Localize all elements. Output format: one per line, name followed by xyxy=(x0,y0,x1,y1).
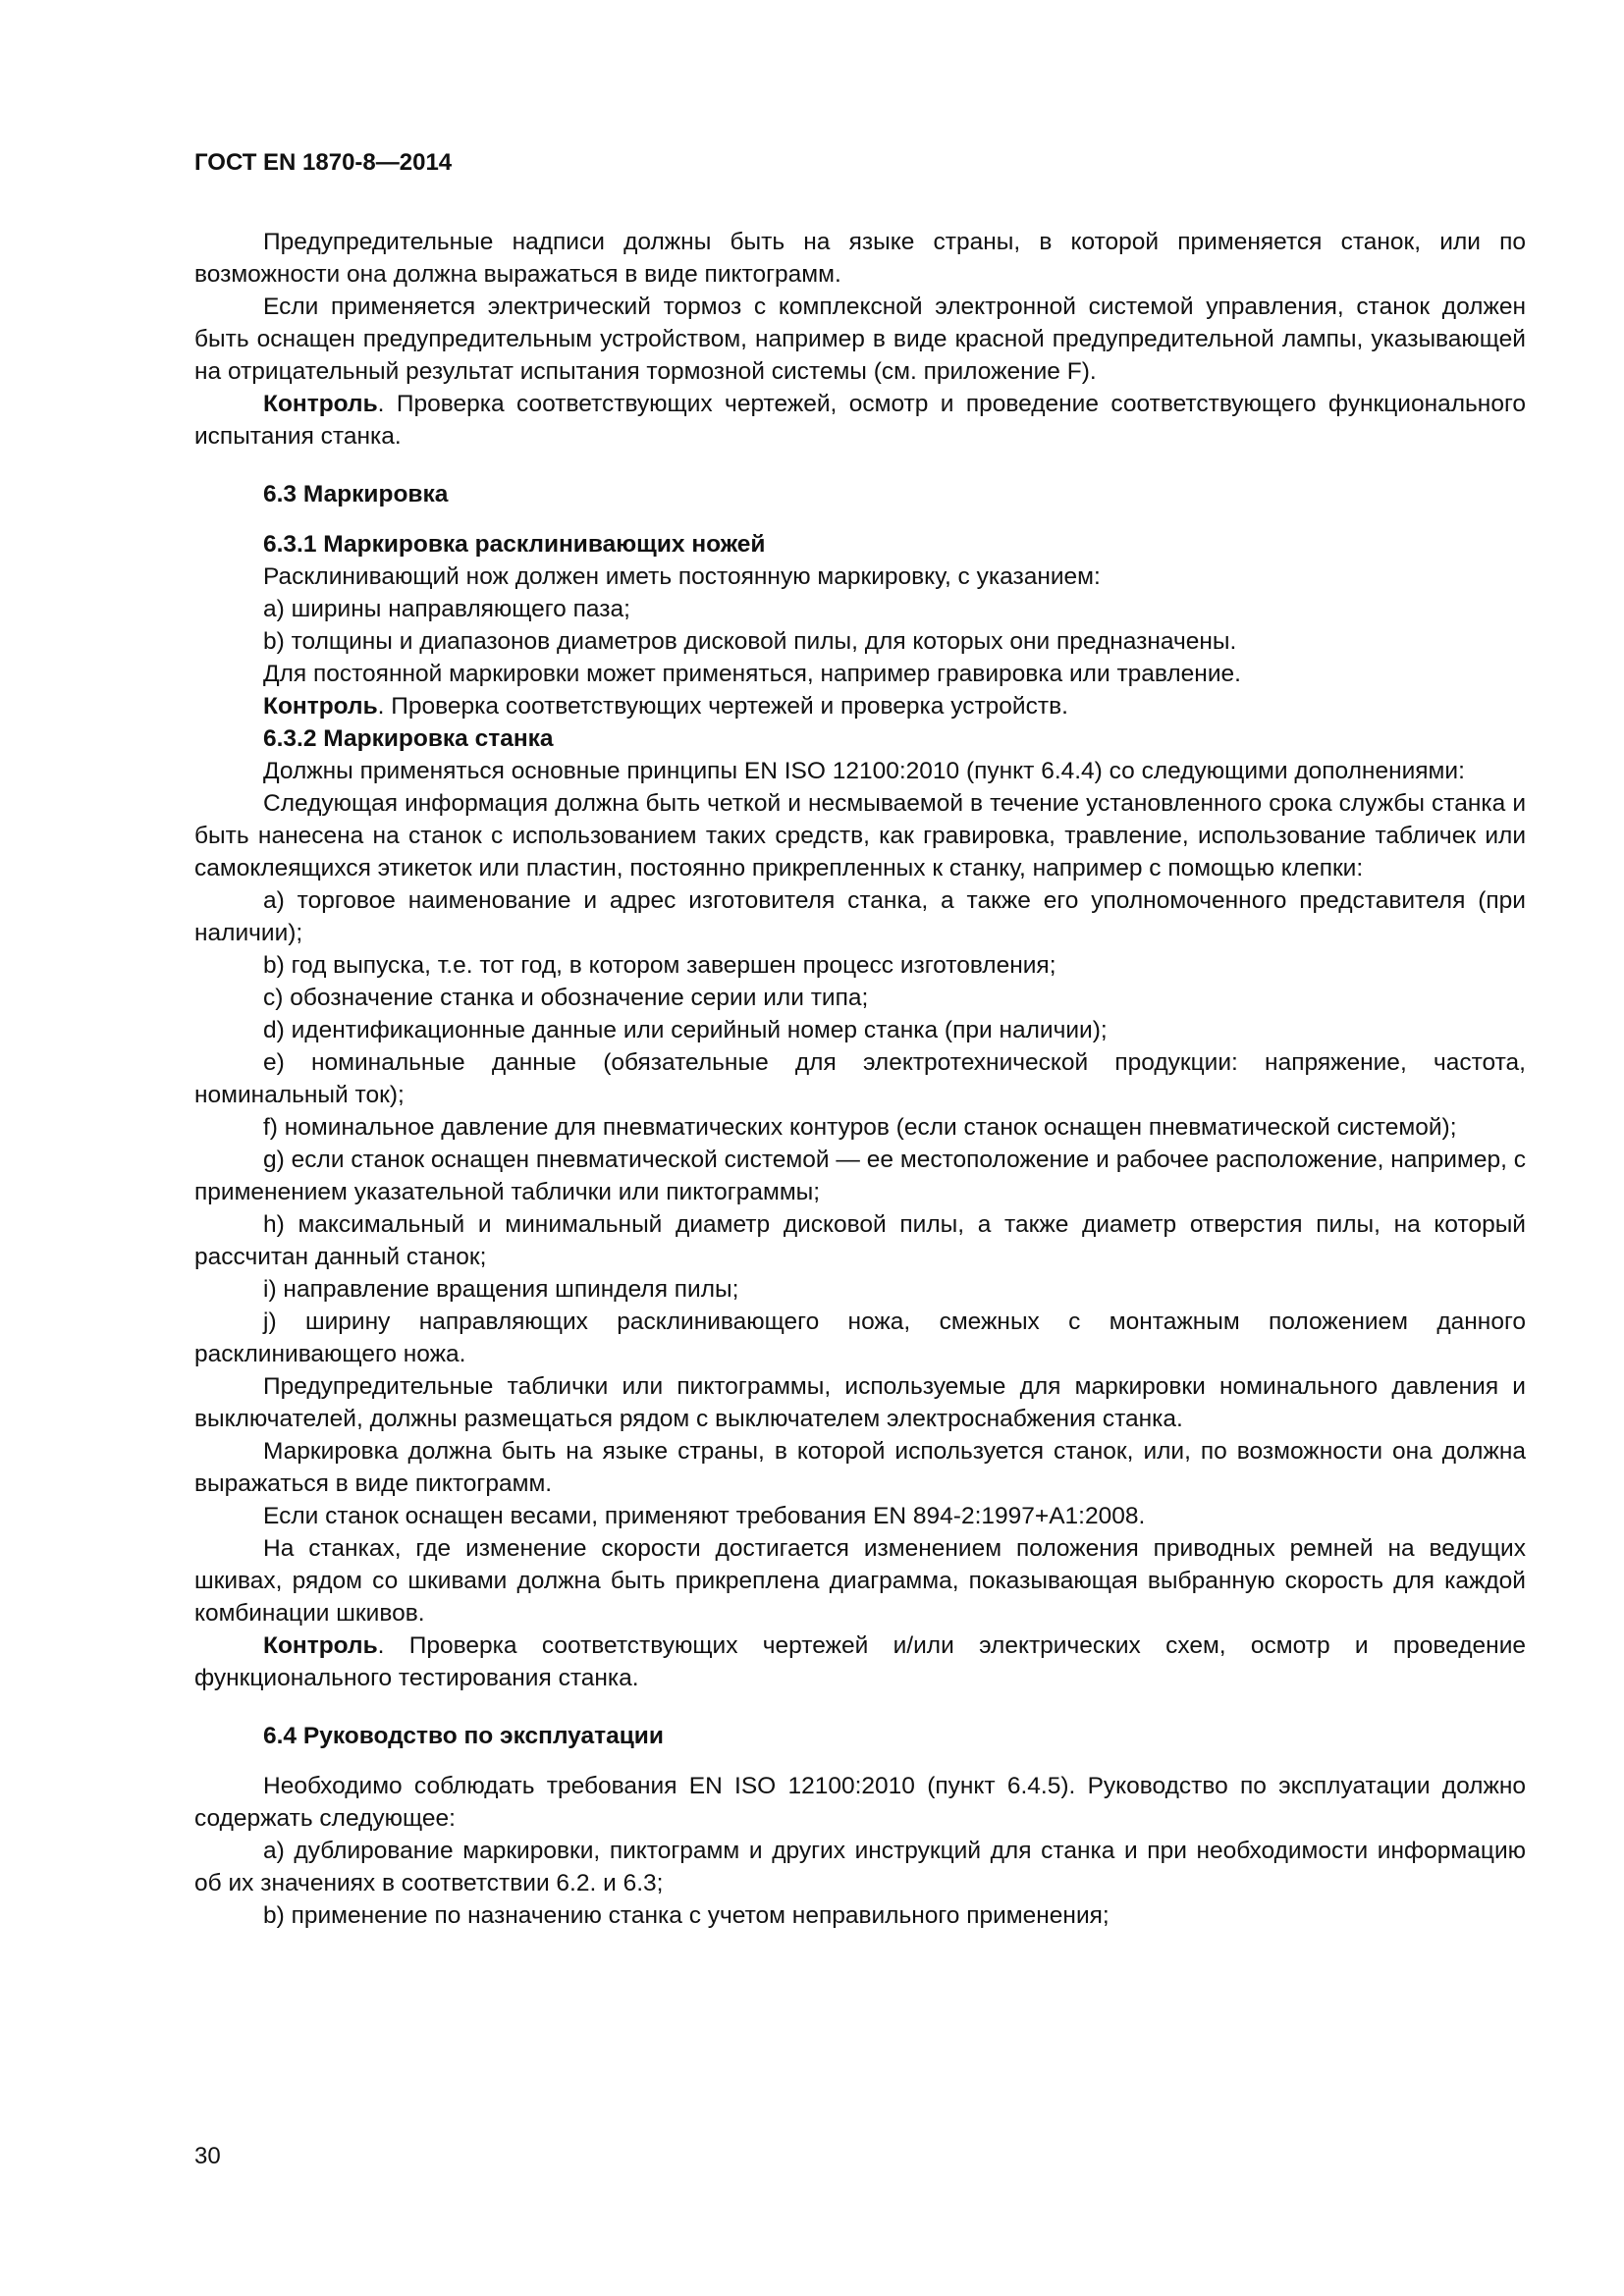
paragraph xyxy=(194,755,1526,787)
paragraph xyxy=(194,949,1526,982)
paragraph-text: Следующая информация должна быть четкой и несмываемой в течение установленного срока службы станка и быть нанесена на станок с использованием таких средств, как гравировка, травление, использование табличек или самоклеящихся этикеток или пластин, постоянно прикрепленных к станку, например с помощью клепки: xyxy=(194,790,1526,881)
paragraph xyxy=(194,982,1526,1014)
paragraph xyxy=(194,388,1526,453)
paragraph xyxy=(194,1046,1526,1111)
paragraph xyxy=(194,884,1526,949)
paragraph-text: f) номинальное давление для пневматических контуров (если станок оснащен пневматической системой); xyxy=(263,1114,1457,1141)
document-body xyxy=(194,226,1526,1932)
paragraph-text: g) если станок оснащен пневматической системой — ее местоположение и рабочее расположение, например, с применением указательной таблички или пиктограммы; xyxy=(194,1147,1526,1205)
paragraph-text: e) номинальные данные (обязательные для электротехнической продукции: напряжение, частота, номинальный ток); xyxy=(194,1049,1526,1108)
paragraph xyxy=(194,226,1526,291)
control-label: Контроль xyxy=(263,1632,378,1659)
page-number: 30 xyxy=(194,2143,221,2169)
paragraph-text: 6.4 Руководство по эксплуатации xyxy=(263,1723,664,1749)
paragraph-text: i) направление вращения шпинделя пилы; xyxy=(263,1276,739,1303)
paragraph-text: b) применение по назначению станка с учетом неправильного применения; xyxy=(263,1902,1110,1929)
paragraph-text: h) максимальный и минимальный диаметр дисковой пилы, а также диаметр отверстия пилы, на который рассчитан данный станок; xyxy=(194,1211,1526,1270)
paragraph-text: a) дублирование маркировки, пиктограмм и других инструкций для станка и при необходимости информацию об их значениях в соответствии 6.2. и 6.3; xyxy=(194,1838,1526,1896)
control-label: Контроль xyxy=(263,391,378,417)
paragraph-text: . Проверка соответствующих чертежей и/или электрических схем, осмотр и проведение функционального тестирования станка. xyxy=(194,1632,1526,1691)
paragraph-text: Маркировка должна быть на языке страны, в которой используется станок, или, по возможности она должна выражаться в виде пиктограмм. xyxy=(194,1438,1526,1497)
paragraph-text: Для постоянной маркировки может применяться, например гравировка или травление. xyxy=(263,661,1241,687)
paragraph xyxy=(194,291,1526,388)
paragraph xyxy=(194,1014,1526,1046)
control-label: Контроль xyxy=(263,693,378,720)
paragraph xyxy=(194,1144,1526,1208)
paragraph-text: Предупредительные таблички или пиктограммы, используемые для маркировки номинального давления и выключателей, должны размещаться рядом с выключателем электроснабжения станка. xyxy=(194,1373,1526,1432)
paragraph xyxy=(194,593,1526,625)
paragraph xyxy=(194,625,1526,658)
paragraph xyxy=(194,1835,1526,1899)
paragraph-text: b) год выпуска, т.е. тот год, в котором завершен процесс изготовления; xyxy=(263,952,1056,979)
paragraph xyxy=(194,787,1526,884)
paragraph-text: 6.3 Маркировка xyxy=(263,481,449,507)
paragraph-text: Предупредительные надписи должны быть на языке страны, в которой применяется станок, или по возможности она должна выражаться в виде пиктограмм. xyxy=(194,229,1526,288)
paragraph-text: Если применяется электрический тормоз с комплексной электронной системой управления, станок должен быть оснащен предупредительным устройством, например в виде красной предупредительной лампы, указывающей на отрицательный результат испытания тормозной системы (см. приложение F). xyxy=(194,294,1526,385)
paragraph xyxy=(194,1111,1526,1144)
paragraph-text: На станках, где изменение скорости достигается изменением положения приводных ремней на ведущих шкивах, рядом со шкивами должна быть прикреплена диаграмма, показывающая выбранную скорость для каждой комбинации шкивов. xyxy=(194,1535,1526,1627)
section-heading xyxy=(194,528,1526,561)
paragraph xyxy=(194,1208,1526,1273)
document-code: ГОСТ EN 1870-8—2014 xyxy=(194,149,453,176)
paragraph xyxy=(194,1899,1526,1932)
paragraph-text: . Проверка соответствующих чертежей и проверка устройств. xyxy=(377,693,1068,720)
paragraph-text: b) толщины и диапазонов диаметров дисковой пилы, для которых они предназначены. xyxy=(263,628,1237,655)
paragraph xyxy=(194,1370,1526,1435)
paragraph xyxy=(194,1273,1526,1306)
paragraph xyxy=(194,690,1526,722)
paragraph xyxy=(194,1532,1526,1629)
paragraph-text: 6.3.1 Маркировка расклинивающих ножей xyxy=(263,531,766,558)
paragraph xyxy=(194,1435,1526,1500)
paragraph-text: a) торговое наименование и адрес изготовителя станка, а также его уполномоченного представителя (при наличии); xyxy=(194,887,1526,946)
paragraph-text: Расклинивающий нож должен иметь постоянную маркировку, с указанием: xyxy=(263,563,1101,590)
paragraph-text: . Проверка соответствующих чертежей, осмотр и проведение соответствующего функционального испытания станка. xyxy=(194,391,1526,450)
paragraph-text: c) обозначение станка и обозначение серии или типа; xyxy=(263,985,869,1011)
paragraph-text: d) идентификационные данные или серийный номер станка (при наличии); xyxy=(263,1017,1108,1043)
paragraph-text: a) ширины направляющего паза; xyxy=(263,596,630,622)
paragraph-text: Если станок оснащен весами, применяют требования EN 894-2:1997+A1:2008. xyxy=(263,1503,1146,1529)
paragraph-text: 6.3.2 Маркировка станка xyxy=(263,725,554,752)
paragraph xyxy=(194,1306,1526,1370)
paragraph xyxy=(194,658,1526,690)
paragraph xyxy=(194,561,1526,593)
paragraph xyxy=(194,1629,1526,1694)
paragraph xyxy=(194,1770,1526,1835)
section-heading xyxy=(194,722,1526,755)
section-heading xyxy=(194,478,1526,510)
paragraph-text: Должны применяться основные принципы EN ISO 12100:2010 (пункт 6.4.4) со следующими дополнениями: xyxy=(263,758,1465,784)
section-heading xyxy=(194,1720,1526,1752)
paragraph-text: Необходимо соблюдать требования EN ISO 12100:2010 (пункт 6.4.5). Руководство по эксплуатации должно содержать следующее: xyxy=(194,1773,1526,1832)
paragraph-text: j) ширину направляющих расклинивающего ножа, смежных с монтажным положением данного расклинивающего ножа. xyxy=(194,1308,1526,1367)
paragraph xyxy=(194,1500,1526,1532)
